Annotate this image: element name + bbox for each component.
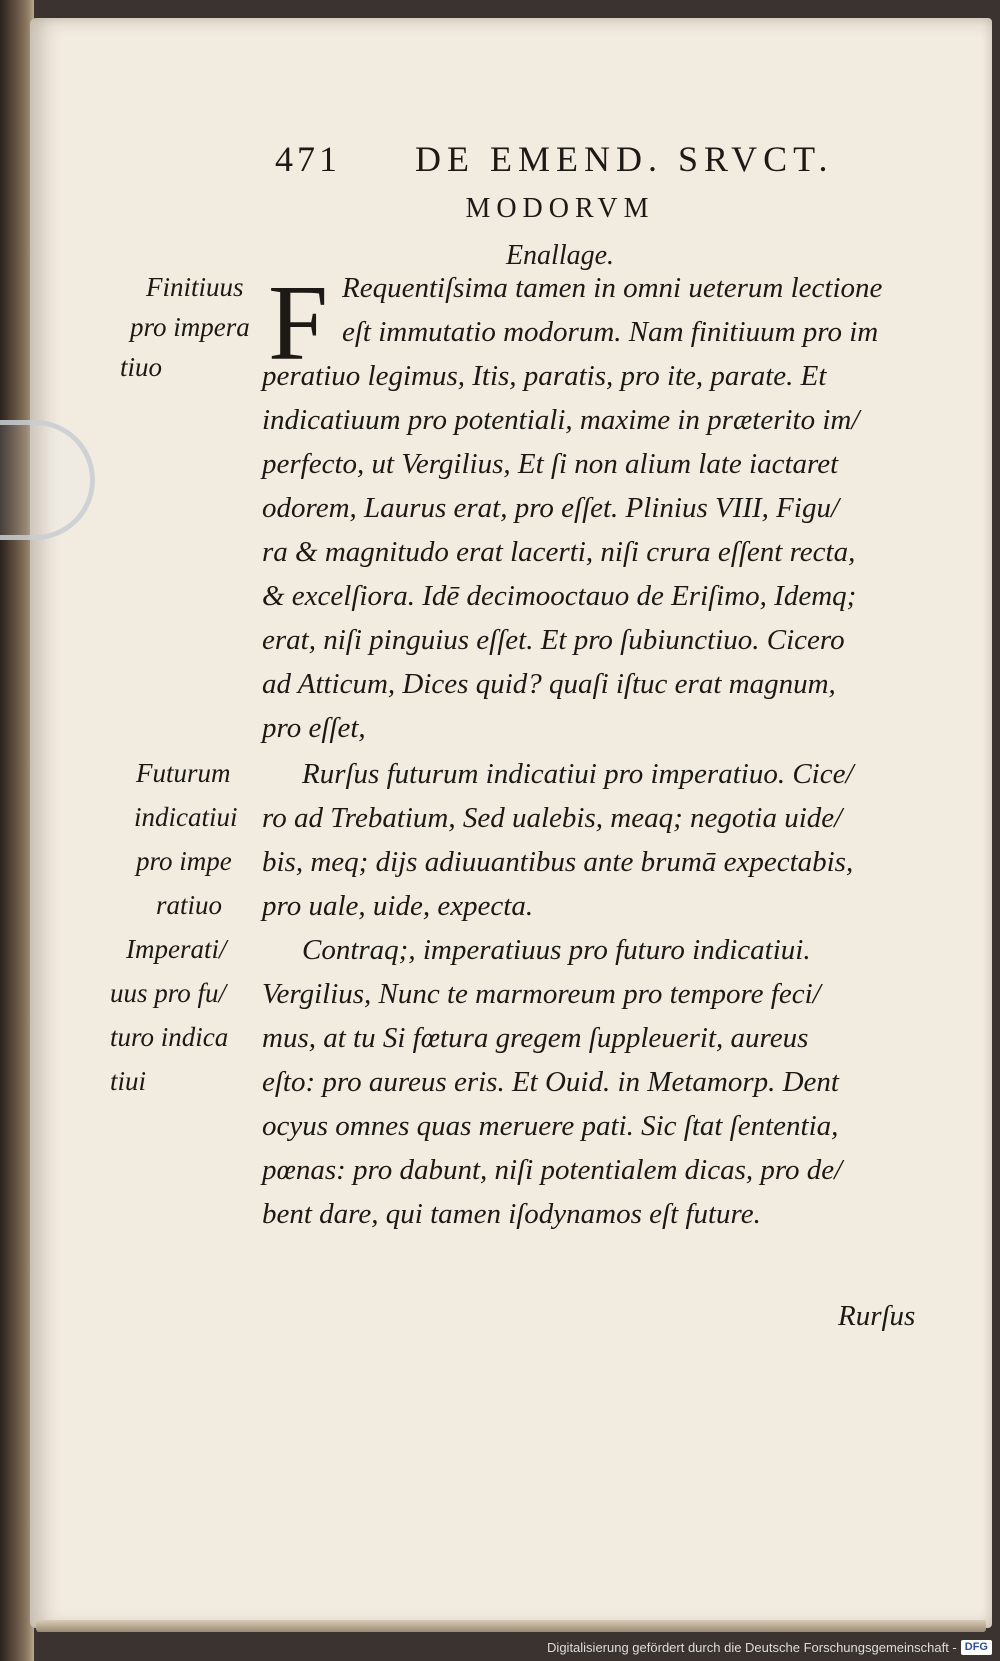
margin-note-line: tiui [110,1066,147,1096]
text-line: ro ad Trebatium, Sed ualebis, meaq; negotia uide/ [262,802,843,834]
text-line: pœnas: pro dabunt, niſi potentialem dicas, pro de/ [262,1154,843,1186]
credit-text: Digitalisierung gefördert durch die Deutsche Forschungsgemeinschaft - [547,1639,957,1655]
margin-note-line: Futurum [136,758,231,788]
drop-cap: F [268,264,329,383]
page-stack-edge [36,1620,986,1632]
text-line: perfecto, ut Vergilius, Et ſi non alium late iactaret [262,448,839,480]
text-line: bis, meq; dijs adiuuantibus ante brumā expectabis, [262,846,854,878]
running-title: DE EMEND. SRVCT. [415,139,834,179]
page-number: 471 [275,139,341,179]
text-line: mus, at tu Si fœtura gregem ſuppleuerit, aureus [262,1022,809,1054]
digitization-credit [547,1637,992,1657]
book-spine-edge [0,0,34,1661]
running-header [275,138,895,188]
text-line: bent dare, qui tamen iſodynamos eſt future. [262,1198,761,1230]
text-line: eſt immutatio modorum. Nam finitiuum pro im [342,316,879,348]
text-line: & excelſiora. Idē decimooctauo de Eriſimo, Idemq; [262,580,857,612]
margin-note-line: pro impe [136,846,232,876]
text-line: ra & magnitudo erat lacerti, niſi crura eſſent recta, [262,536,856,568]
margin-note-line: pro impera [130,312,250,342]
margin-note-line: indicatiui [134,802,238,832]
margin-note-line: Finitiuus [146,272,244,302]
text-line: Contraq;, imperatiuus pro futuro indicatiui. [302,934,811,966]
text-line: eſto: pro aureus eris. Et Ouid. in Metamorp. Dent [262,1066,839,1098]
text-line: erat, niſi pinguius eſſet. Et pro ſubiunctiuo. Cicero [262,624,845,656]
text-line: pro eſſet, [262,712,366,744]
text-line: ad Atticum, Dices quid? quaſi iſtuc erat magnum, [262,668,836,700]
text-line: indicatiuum pro potentiali, maxime in præterito im/ [262,404,860,436]
text-line: peratiuo legimus, Itis, paratis, pro ite, parate. Et [262,360,827,392]
text-line: Requentiſsima tamen in omni ueterum lectione [342,272,883,304]
text-line: ocyus omnes quas meruere pati. Sic ſtat ſententia, [262,1110,839,1142]
section-title: MODORVM [465,193,655,224]
margin-note-line: turo indica [110,1022,229,1052]
dfg-logo: DFG [961,1640,992,1655]
margin-note-line: tiuo [120,352,163,382]
margin-note-line: uus pro fu/ [110,978,227,1008]
margin-note-line: Imperati/ [126,934,227,964]
text-line: Vergilius, Nunc te marmoreum pro tempore feci/ [262,978,821,1010]
text-line: pro uale, uide, expecta. [262,890,534,922]
text-line: Rurſus futurum indicatiui pro imperatiuo. Cice/ [302,758,854,790]
text-line: odorem, Laurus erat, pro eſſet. Plinius VIII, Figu/ [262,492,839,524]
catchword: Rurſus [838,1300,916,1332]
margin-note-line: ratiuo [156,890,223,920]
section-subtitle: Enallage. [505,240,615,271]
